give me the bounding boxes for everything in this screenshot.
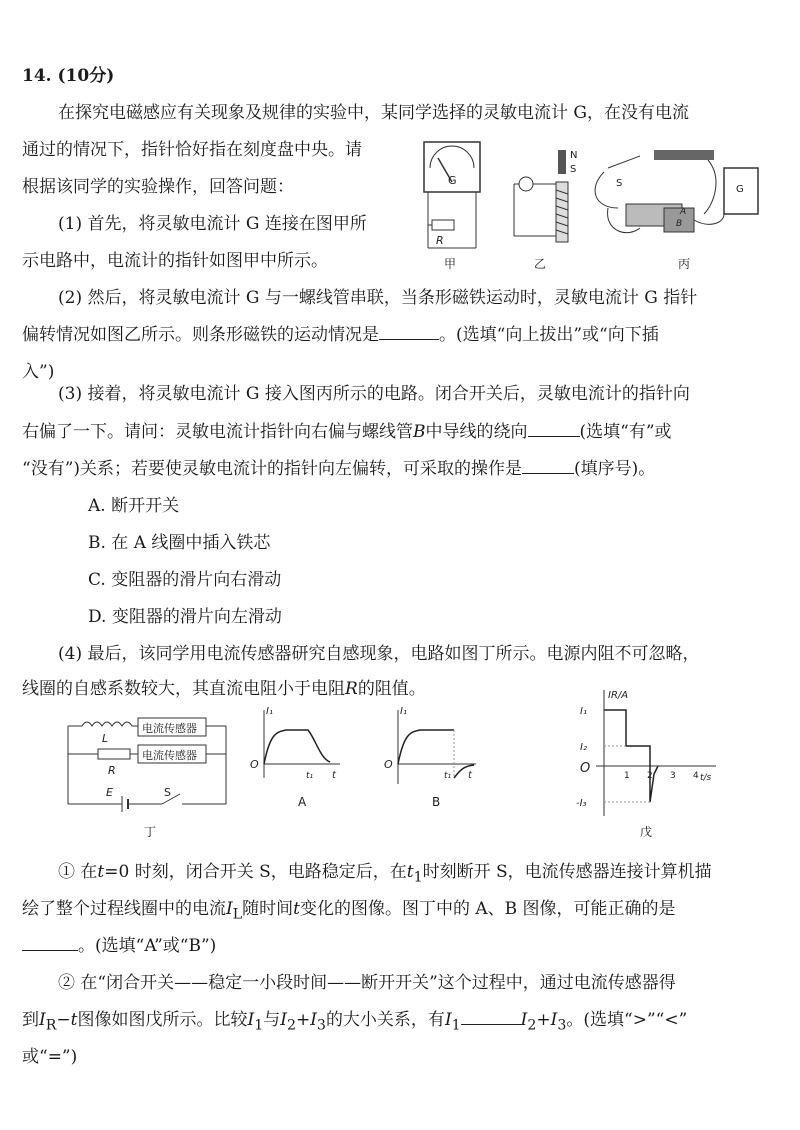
coil-l-label: L	[102, 732, 109, 745]
question-header: 14. (10分)	[22, 66, 115, 86]
part3-text-d: “没有”)关系；若要使灵敏电流计的指针向左偏转，可采取的操作是	[22, 459, 523, 479]
graph-b	[384, 706, 476, 809]
q1-text-g: 。(选填“A”或“B”)	[78, 936, 217, 956]
sensor-label-2: 电流传感器	[142, 749, 197, 762]
q1-text-c: 时刻断开 S，电流传感器连接计算机描	[422, 862, 712, 882]
figure-jia	[424, 142, 480, 271]
q2-answer-blank[interactable]	[461, 1010, 521, 1025]
res-r-ding: R	[108, 764, 116, 777]
part3-text-e: (填序号)。	[574, 459, 656, 479]
part4-r: R	[345, 679, 358, 699]
q2-i2-sub: 2	[286, 1017, 296, 1034]
q1-il: I	[226, 899, 233, 919]
graph-b-ylabel: I₁	[400, 706, 407, 717]
intro-line-2: 通过的情况下，指针恰好指在刻度盘中央。请	[22, 140, 362, 160]
part1-line-2: 示电路中，电流计的指针如图甲中所示。	[22, 251, 328, 271]
graph-a-origin: O	[250, 758, 259, 771]
magnet-n: N	[570, 150, 578, 161]
part2-text-b: 。(选填“向上拔出”或“向下插	[439, 325, 659, 345]
intro-line-1: 在探究电磁感应有关现象及规律的实验中，某同学选择的灵敏电流计 G，在没有电流	[58, 103, 689, 123]
meter-g-label: G	[448, 174, 457, 187]
part3-answer-blank-1[interactable]	[528, 422, 580, 437]
q1-line-3	[22, 934, 216, 958]
part2-line-1: (2) 然后，将灵敏电流计 G 与一螺线管串联，当条形磁铁运动时，灵敏电流计 G 指针	[58, 288, 698, 308]
label-yi: 乙	[534, 257, 547, 271]
meter-g-bing: G	[736, 184, 744, 195]
graph-a-ylabel: I₁	[266, 706, 273, 717]
wu-ylabel: IR/A	[608, 690, 629, 701]
graph-b-origin: O	[384, 758, 393, 771]
q2-line-3: 或“=”)	[22, 1047, 78, 1067]
intro-line-3: 根据该同学的实验操作，回答问题：	[22, 177, 294, 197]
part3-text-c: (选填“有”或	[579, 422, 672, 442]
option-d: D. 变阻器的滑片向左滑动	[88, 607, 282, 627]
sensor-label-1: 电流传感器	[142, 722, 197, 735]
part3-text-a: 右偏了一下。请问：灵敏电流计指针向右偏与螺线管	[22, 422, 413, 442]
label-ding: 丁	[144, 825, 157, 839]
part3-coil-b: B	[413, 422, 426, 442]
figures-bottom	[50, 688, 750, 858]
q1-text-b: =0 时刻，闭合开关 S，电路稳定后，在	[104, 862, 407, 882]
res-r-jia: R	[436, 234, 444, 247]
q2-line-2	[22, 1008, 687, 1037]
graph-a-t1: t₁	[306, 771, 314, 781]
graph-b-caption: B	[432, 795, 441, 809]
graph-a	[250, 706, 340, 809]
wu-i3: -I₃	[576, 798, 587, 809]
q1-text-f: 变化的图像。图丁中的 A、B 图像，可能正确的是	[299, 899, 676, 919]
wu-tick-1: 1	[624, 771, 630, 781]
part2-line-2	[22, 323, 659, 347]
figure-yi	[514, 150, 577, 271]
wu-tick-3: 3	[670, 771, 676, 781]
part1-line-1: (1) 首先，将灵敏电流计 G 连接在图甲所	[58, 214, 367, 234]
part3-text-b: 中导线的绕向	[425, 422, 528, 442]
q2-i1-sub: 1	[254, 1017, 264, 1034]
wu-series-line	[604, 710, 658, 802]
part4-line-1: (4) 最后，该同学用电流传感器研究自感现象，电路如图丁所示。电源内阻不可忽略，	[58, 644, 700, 664]
q2-i3b: I	[550, 1010, 558, 1030]
switch-s-ding: S	[164, 786, 171, 799]
graph-a-xlabel: t	[332, 770, 336, 781]
wu-xlabel: t/s	[700, 773, 712, 783]
coil-a-bing: A	[680, 207, 687, 217]
q2-text-c: 与	[263, 1010, 281, 1030]
part3-line-3	[22, 457, 655, 481]
battery-e-label: E	[106, 786, 113, 799]
q1-text-d: 绘了整个过程线圈中的电流	[22, 899, 226, 919]
q2-text-a: 到	[22, 1010, 39, 1030]
q2-i1b-sub: 1	[451, 1017, 461, 1034]
q2-text-b: 图像如图戊所示。比较	[77, 1010, 248, 1030]
q2-i3-sub: 3	[316, 1017, 326, 1034]
coil-b-bing: B	[676, 219, 683, 229]
wu-origin: O	[580, 761, 591, 776]
wu-i1: I₁	[580, 706, 587, 717]
q1-il-sub: L	[232, 906, 243, 923]
wu-i2: I₂	[580, 742, 587, 753]
q2-i2b-sub: 2	[527, 1017, 537, 1034]
graph-a-caption: A	[298, 795, 307, 809]
part3-line-1: (3) 接着，将灵敏电流计 G 接入图丙所示的电路。闭合开关后，灵敏电流计的指针向	[58, 384, 690, 404]
q1-t: t	[97, 862, 105, 882]
figure-bing	[595, 150, 758, 271]
q2-ir: I	[39, 1010, 46, 1030]
q2-line-1: ② 在“闭合开关——稳定一小段时间——断开开关”这个过程中，通过电流传感器得	[58, 973, 676, 993]
label-wu: 戊	[640, 825, 653, 839]
graph-b-xlabel: t	[468, 770, 472, 781]
q1-t1-sub: 1	[413, 869, 423, 886]
figure-ding	[68, 718, 226, 839]
q1-text-e: 随时间	[242, 899, 294, 919]
q1-t-var: t	[293, 899, 300, 919]
q2-plus: +	[295, 1010, 311, 1030]
q2-text-d: 的大小关系，有	[325, 1010, 445, 1030]
q2-i3b-sub: 3	[557, 1017, 567, 1034]
switch-s-bing: S	[616, 178, 623, 189]
q1-t1: t	[406, 862, 414, 882]
q2-i3: I	[310, 1010, 317, 1030]
part2-text-a: 偏转情况如图乙所示。则条形磁铁的运动情况是	[22, 325, 379, 345]
q2-plus-b: +	[536, 1010, 551, 1030]
q2-i1b: I	[444, 1010, 452, 1030]
label-bing: 丙	[678, 257, 691, 271]
option-a: A. 断开开关	[88, 496, 180, 516]
q1-line-1	[58, 860, 712, 889]
figures-top	[408, 128, 788, 280]
q2-i2: I	[280, 1010, 287, 1030]
q1-text-a: ① 在	[58, 862, 98, 882]
graph-wu	[576, 690, 716, 839]
q1-answer-blank[interactable]	[22, 936, 78, 951]
q2-t: t	[70, 1010, 78, 1030]
part4-text-a: 线圈的自感系数较大，其直流电阻小于电阻	[22, 679, 345, 699]
graph-b-t1: t₁	[444, 771, 452, 781]
option-c: C. 变阻器的滑片向右滑动	[88, 570, 282, 590]
q2-minus: −	[56, 1010, 71, 1030]
wu-tick-2: 2	[647, 771, 653, 781]
q2-ir-sub: R	[45, 1017, 57, 1034]
wu-tick-4: 4	[693, 771, 699, 781]
part4-text-b: 的阻值。	[357, 679, 426, 699]
part2-line-3: 入”)	[22, 362, 55, 382]
part3-line-2	[22, 420, 672, 444]
q2-i1: I	[247, 1010, 255, 1030]
q2-text-e: 。(选填“>”“<”	[566, 1010, 688, 1030]
part3-answer-blank-2[interactable]	[522, 459, 574, 474]
q1-line-2	[22, 897, 676, 926]
q2-i2b: I	[520, 1010, 528, 1030]
option-b: B. 在 A 线圈中插入铁芯	[88, 533, 271, 553]
part2-answer-blank[interactable]	[379, 325, 439, 340]
magnet-s: S	[570, 164, 577, 175]
label-jia: 甲	[444, 257, 457, 271]
